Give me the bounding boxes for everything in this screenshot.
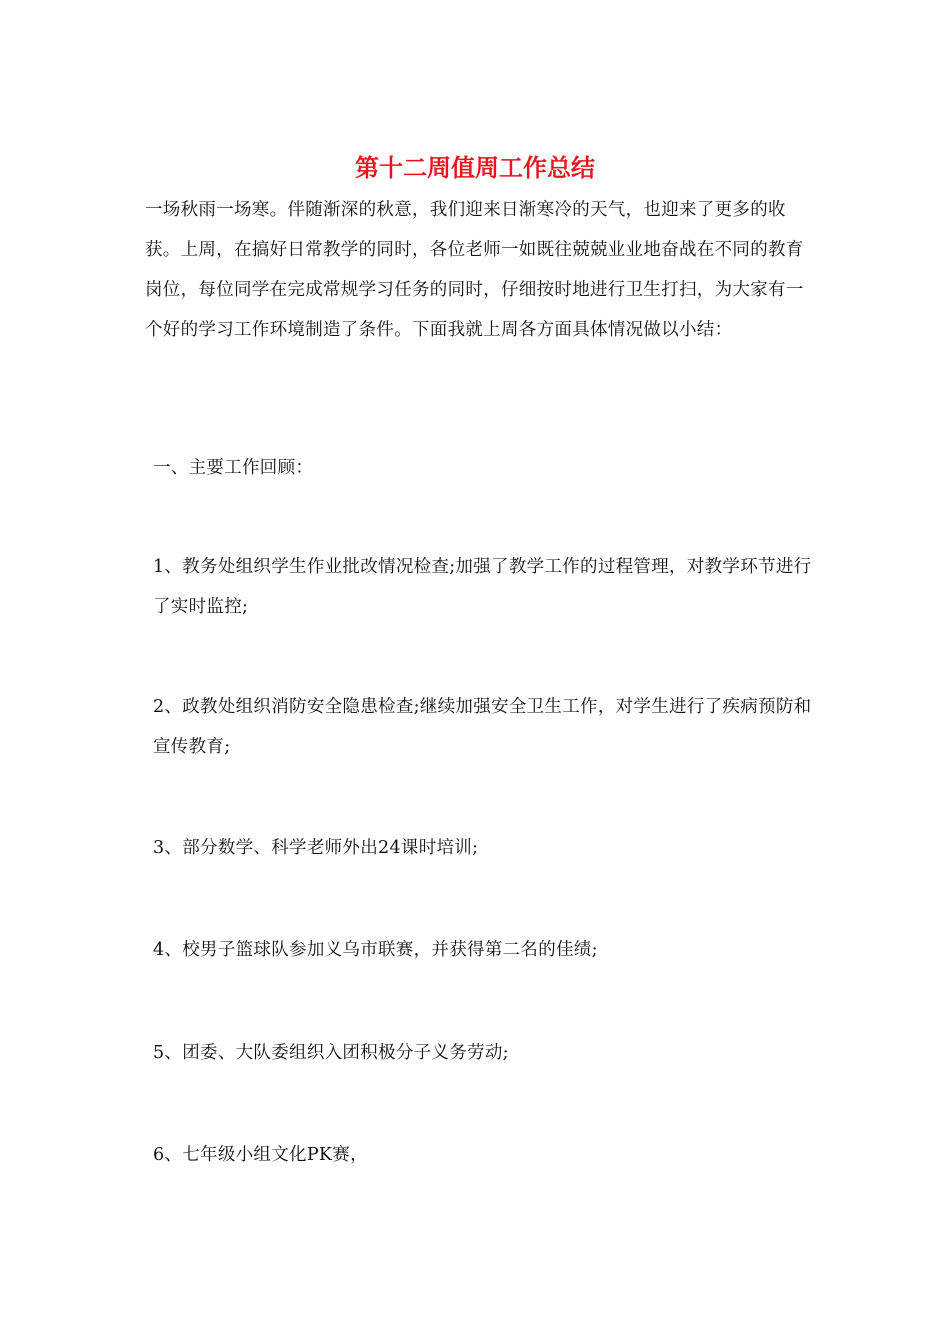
list-item-5: 5、团委、大队委组织入团积极分子义务劳动; — [153, 1043, 509, 1063]
intro-paragraph: 一场秋雨一场寒。伴随渐深的秋意，我们迎来日渐寒冷的天气，也迎来了更多的收获。上周，在搞好日常教学的同时，各位老师一如既往兢兢业业地奋战在不同的教育岗位，每位同学在完成常规学习任务的同时，仔细按时地进行卫生打扫，为大家有一个好的学习工作环境制造了条件。下面我就上周各方面具体情况做以小结： — [145, 200, 804, 340]
list-item-4: 4、校男子篮球队参加义乌市联赛，并获得第二名的佳绩; — [153, 940, 598, 960]
list-item-2: 2、政教处组织消防安全隐患检查;继续加强安全卫生工作，对学生进行了疾病预防和宣传教育; — [153, 697, 812, 757]
section-heading: 一、主要工作回顾： — [153, 458, 314, 478]
document-title: 第十二周值周工作总结 — [355, 153, 595, 182]
list-item-1: 1、教务处组织学生作业批改情况检查;加强了教学工作的过程管理，对教学环节进行了实时监控; — [153, 557, 812, 617]
list-item-3: 3、部分数学、科学老师外出24课时培训; — [153, 838, 479, 858]
list-item-6: 6、七年级小组文化PK赛， — [153, 1145, 368, 1165]
